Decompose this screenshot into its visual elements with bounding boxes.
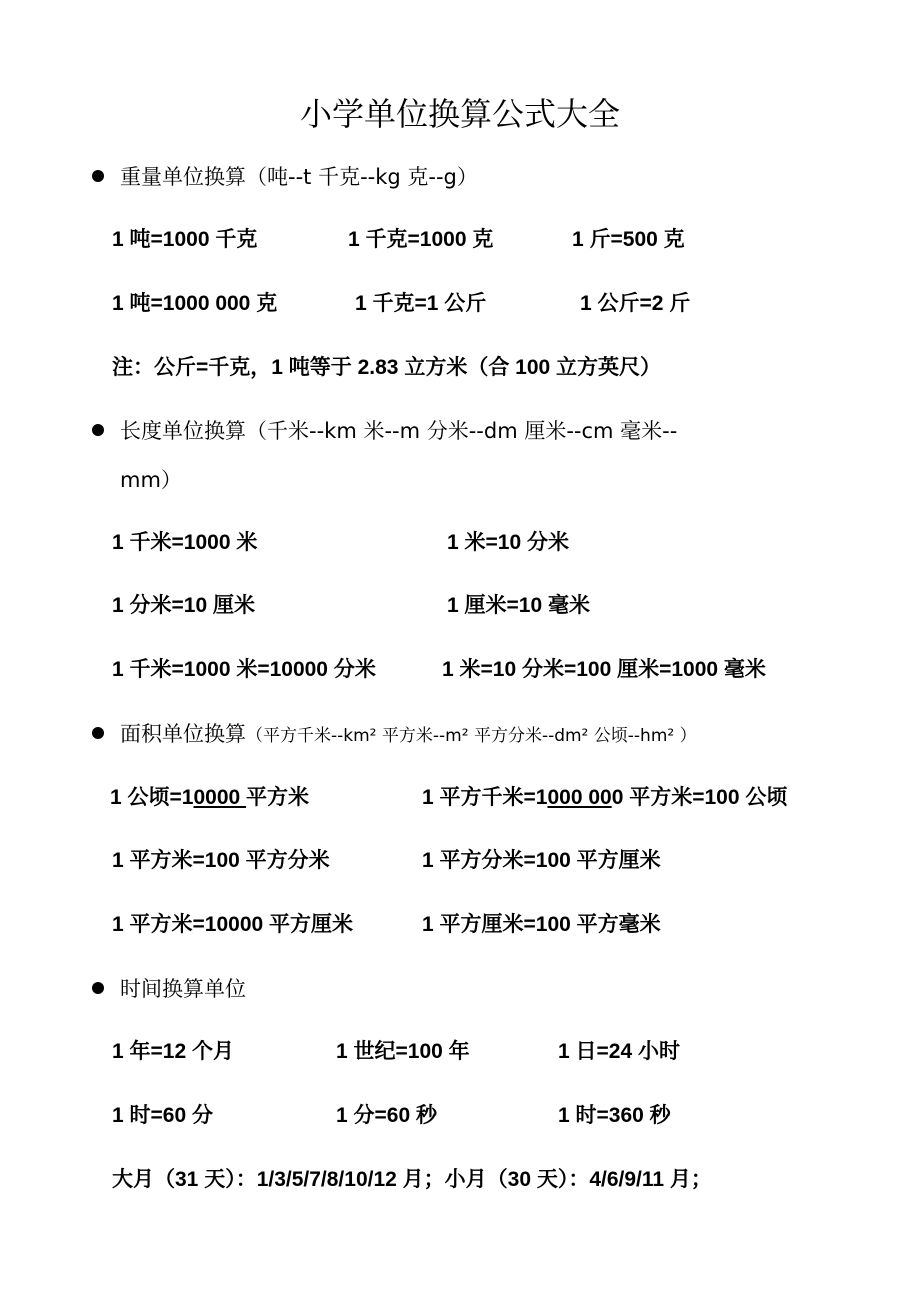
area-row1-col2	[422, 785, 787, 811]
area-row2-col2: 1 平方分米=100 平方厘米	[422, 849, 661, 872]
area-row1-col1-post: 平方米	[246, 786, 310, 809]
length-row3-col1: 1 千米=1000 米=10000 分米	[112, 658, 376, 681]
time-row1-col1: 1 年=12 个月	[112, 1040, 234, 1063]
length-row2-col1: 1 分米=10 厘米	[112, 594, 255, 617]
time-row2-col2: 1 分=60 秒	[336, 1104, 437, 1127]
weight-row2-col2: 1 千克=1 公斤	[355, 292, 487, 315]
time-row2-col1: 1 时=60 分	[112, 1104, 213, 1127]
bullet-icon	[92, 982, 104, 994]
area-heading-title: 面积单位换算	[120, 722, 246, 746]
time-months: 大月（31 天）：1/3/5/7/8/10/12 月；小月（30 天）：4/6/9/11 月；	[112, 1168, 712, 1191]
weight-row1-col2: 1 千克=1000 克	[348, 228, 494, 251]
area-row1-col2-pre: 1 平方千米=1	[422, 786, 548, 809]
area-row3-col1: 1 平方米=10000 平方厘米	[112, 913, 354, 936]
area-row1-col1-pre: 1 公顷=1	[110, 786, 194, 809]
time-row1-col3: 1 日=24 小时	[558, 1040, 680, 1063]
time-row1-col2: 1 世纪=100 年	[336, 1040, 470, 1063]
area-heading-units: （平方千米--km² 平方米--m² 平方分米--dm² 公顷--hm² ）	[246, 726, 697, 746]
length-row2-col2: 1 厘米=10 毫米	[447, 594, 590, 617]
length-row3-col2: 1 米=10 分米=100 厘米=1000 毫米	[442, 658, 766, 681]
weight-row2-col1: 1 吨=1000 000 克	[112, 292, 278, 315]
area-heading	[120, 721, 697, 749]
bullet-icon	[92, 727, 104, 739]
area-row2-col1: 1 平方米=100 平方分米	[112, 849, 330, 872]
area-row1-col2-post: 0 平方米=100 公顷	[611, 786, 788, 809]
bullet-icon	[92, 170, 104, 182]
area-row3-col2: 1 平方厘米=100 平方毫米	[422, 913, 661, 936]
time-row2-col3: 1 时=360 秒	[558, 1104, 671, 1127]
area-row1-col1-underlined: 0000	[193, 786, 247, 809]
weight-row2-col3: 1 公斤=2 斤	[580, 292, 691, 315]
length-row1-col2: 1 米=10 分米	[447, 531, 569, 554]
length-row1-col1: 1 千米=1000 米	[112, 531, 258, 554]
area-row1-col2-underlined: 000 00	[547, 786, 612, 809]
bullet-icon	[92, 424, 104, 436]
length-heading-line1: 长度单位换算（千米--km 米--m 分米--dm 厘米--cm 毫米--	[120, 419, 678, 443]
page-title: 小学单位换算公式大全	[299, 95, 620, 133]
weight-note: 注：公斤=千克，1 吨等于 2.83 立方米（合 100 立方英尺）	[112, 356, 662, 379]
length-heading-line2: mm）	[120, 468, 182, 492]
weight-heading: 重量单位换算（吨--t 千克--kg 克--g）	[120, 165, 478, 189]
weight-row1-col3: 1 斤=500 克	[572, 228, 685, 251]
area-row1-col1	[110, 785, 309, 811]
weight-row1-col1: 1 吨=1000 千克	[112, 228, 258, 251]
time-heading: 时间换算单位	[120, 977, 246, 1001]
